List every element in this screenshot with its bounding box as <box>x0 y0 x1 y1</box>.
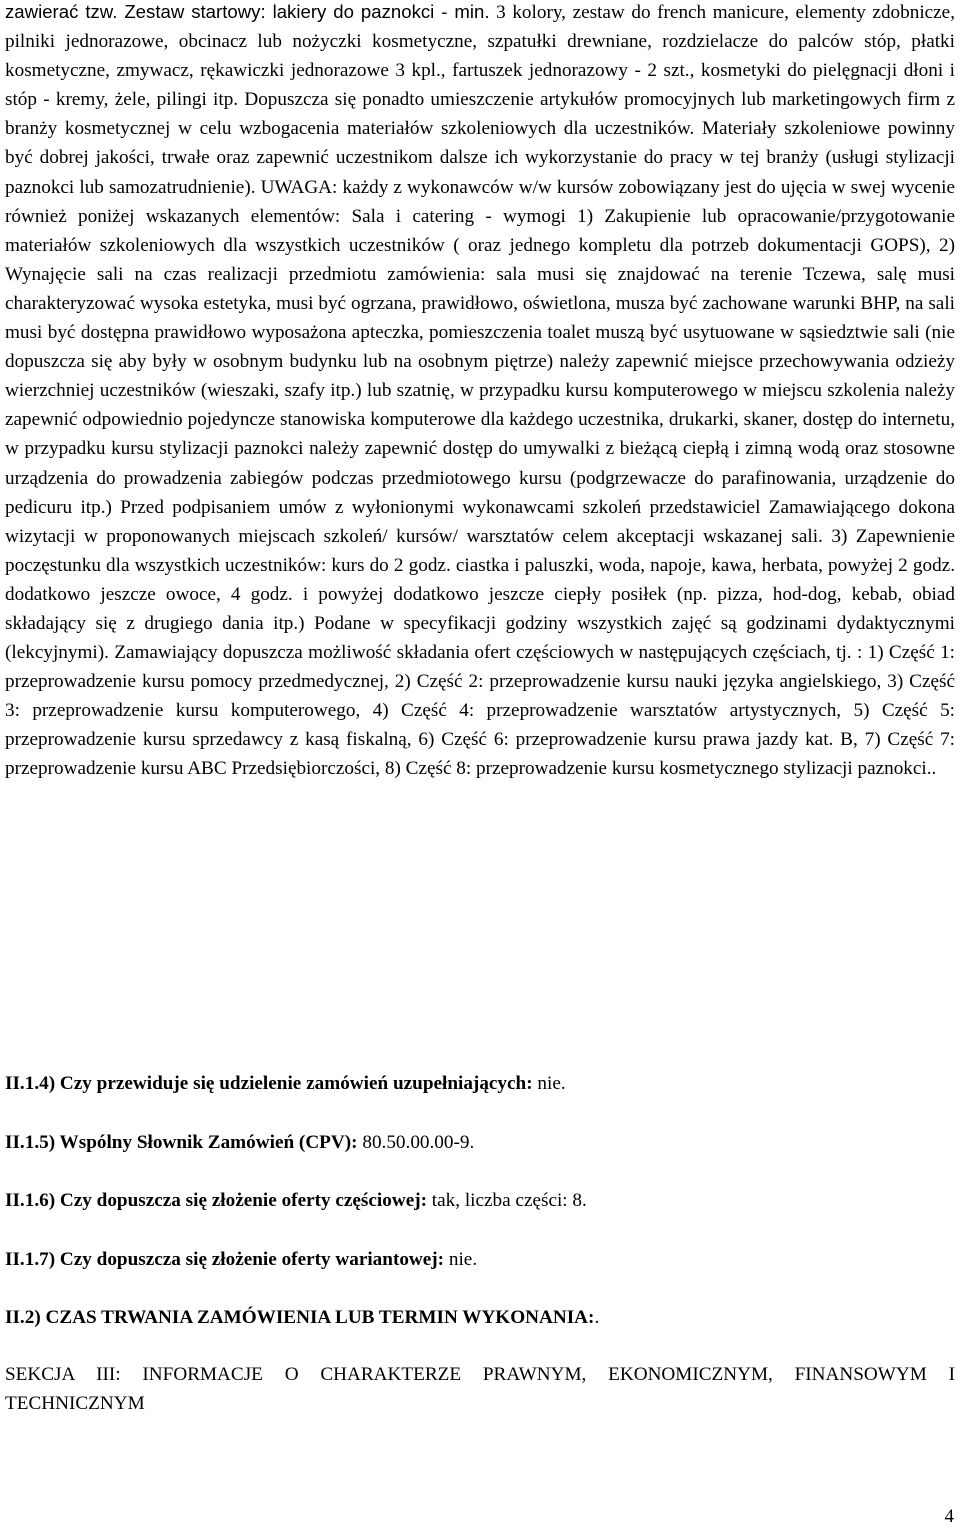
spec-item-II-1-4 <box>5 1072 566 1096</box>
body-first-line-sans: zawierać tzw. Zestaw startowy: lakiery do paznokci - min. <box>5 1 490 22</box>
section-title: SEKCJA III: INFORMACJE O CHARAKTERZE PRAWNYM, EKONOMICZNYM, FINANSOWYM I TECHNICZNYM <box>5 1364 955 1415</box>
spec-label: II.1.7) Czy dopuszcza się złożenie oferty wariantowej: <box>5 1249 445 1270</box>
spec-item-II-1-7 <box>5 1248 477 1272</box>
spec-value: nie. <box>444 1249 478 1270</box>
spec-item-II-1-5 <box>5 1131 474 1155</box>
spec-value: . <box>594 1307 600 1328</box>
spec-value: tak, liczba części: 8. <box>427 1190 587 1211</box>
body-paragraph <box>5 0 955 784</box>
spec-value: nie. <box>532 1073 566 1094</box>
spec-value: 80.50.00.00-9. <box>357 1132 475 1153</box>
spec-label: II.1.4) Czy przewiduje się udzielenie zamówień uzupełniających: <box>5 1073 533 1094</box>
body-text: 3 kolory, zestaw do french manicure, elementy zdobnicze, pilniki jednorazowe, obcinacz lub nożyczki kosmetyczne, szpatułki drewniane, rozdzielacze do palców stóp, płatki kosmetyczne, zmywacz, rękawiczki jednorazowe 3 kpl., fartuszek jednorazowy - 2 szt., kosmetyki do pielęgnacji dłoni i stóp - kremy, żele, pilingi itp. Dopuszcza się ponadto umieszczenie artykułów promocyjnych lub marketingowych firm z branży kosmetycznej w celu wzbogacenia materiałów szkoleniowych dla uczestników. Materiały szkoleniowe powinny być dobrej jakości, trwałe oraz zapewnić uczestnikom dalsze ich wykorzystanie do pracy w tej branży (usługi stylizacji paznokci lub samozatrudnienie). UWAGA: każdy z wykonawców w/w kursów zobowiązany jest do ujęcia w swej wycenie również poniżej wskazanych elementów: Sala i catering - wymogi 1) Zakupienie lub opracowanie/przygotowanie materiałów szkoleniowych dla wszystkich uczestników ( oraz jednego kompletu dla potrzeb dokumentacji GOPS), 2) Wynajęcie sali na czas realizacji przedmiotu zamówienia: sala musi się znajdować na terenie Tczewa, salę musi charakteryzować wysoka estetyka, musi być ogrzana, prawidłowo, oświetlona, musza być zachowane warunki BHP, na sali musi być dostępna prawidłowo wyposażona apteczka, pomieszczenia toalet muszą być usytuowane w sąsiedztwie sali (nie dopuszcza się aby były w osobnym budynku lub na osobnym piętrze) należy zapewnić miejsce przechowywania odzieży wierzchniej uczestników (wieszaki, szafy itp.) lub szatnię, w przypadku kursu komputerowego w miejscu szkolenia należy zapewnić odpowiednio pojedyncze stanowiska komputerowe dla każdego uczestnika, drukarki, skaner, dostęp do internetu, w przypadku kursu stylizacji paznokci należy zapewnić dostęp do umywalki z bieżącą ciepłą i zimną wodą oraz stosowne urządzenia do prowadzenia zabiegów podczas przedmiotowego kursu (podgrzewacze do parafinowania, urządzenie do pedicuru itp.) Przed podpisaniem umów z wyłonionymi wykonawcami szkoleń przedstawiciel Zamawiającego dokona wizytacji w proponowanych miejscach szkoleń/ kursów/ warsztatów celem akceptacji wskazanej sali. 3) Zapewnienie poczęstunku dla wszystkich uczestników: kurs do 2 godz. ciastka i paluszki, woda, napoje, kawa, herbata, powyżej 2 godz. dodatkowo jeszcze owoce, 4 godz. i powyżej dodatkowo jeszcze ciepły posiłek (np. pizza, hod-dog, kebab, obiad składający się z drugiego dania itp.) Podane w specyfikacji godziny wszystkich zajęć są godzinami dydaktycznymi (lekcyjnymi). Zamawiający dopuszcza możliwość składania ofert częściowych w następujących częściach, tj. : 1) Część 1: przeprowadzenie kursu pomocy przedmedycznej, 2) Część 2: przeprowadzenie kursu nauki języka angielskiego, 3) Część 3: przeprowadzenie kursu komputerowego, 4) Część 4: przeprowadzenie warsztatów artystycznych, 5) Część 5: przeprowadzenie kursu sprzedawcy z kasą fiskalną, 6) Część 6: przeprowadzenie kursu prawa jazdy kat. B, 7) Część 7: przeprowadzenie kursu ABC Przedsiębiorczości, 8) Część 8: przeprowadzenie kursu kosmetycznego stylizacji paznokci.. <box>5 2 955 780</box>
spec-item-II-2 <box>5 1306 599 1330</box>
spec-label: II.2) CZAS TRWANIA ZAMÓWIENIA LUB TERMIN WYKONANIA: <box>5 1307 595 1328</box>
spec-item-II-1-6 <box>5 1189 587 1213</box>
spec-label: II.1.6) Czy dopuszcza się złożenie oferty częściowej: <box>5 1190 427 1211</box>
spec-label: II.1.5) Wspólny Słownik Zamówień (CPV): <box>5 1132 358 1153</box>
page-number: 4 <box>944 1506 954 1527</box>
